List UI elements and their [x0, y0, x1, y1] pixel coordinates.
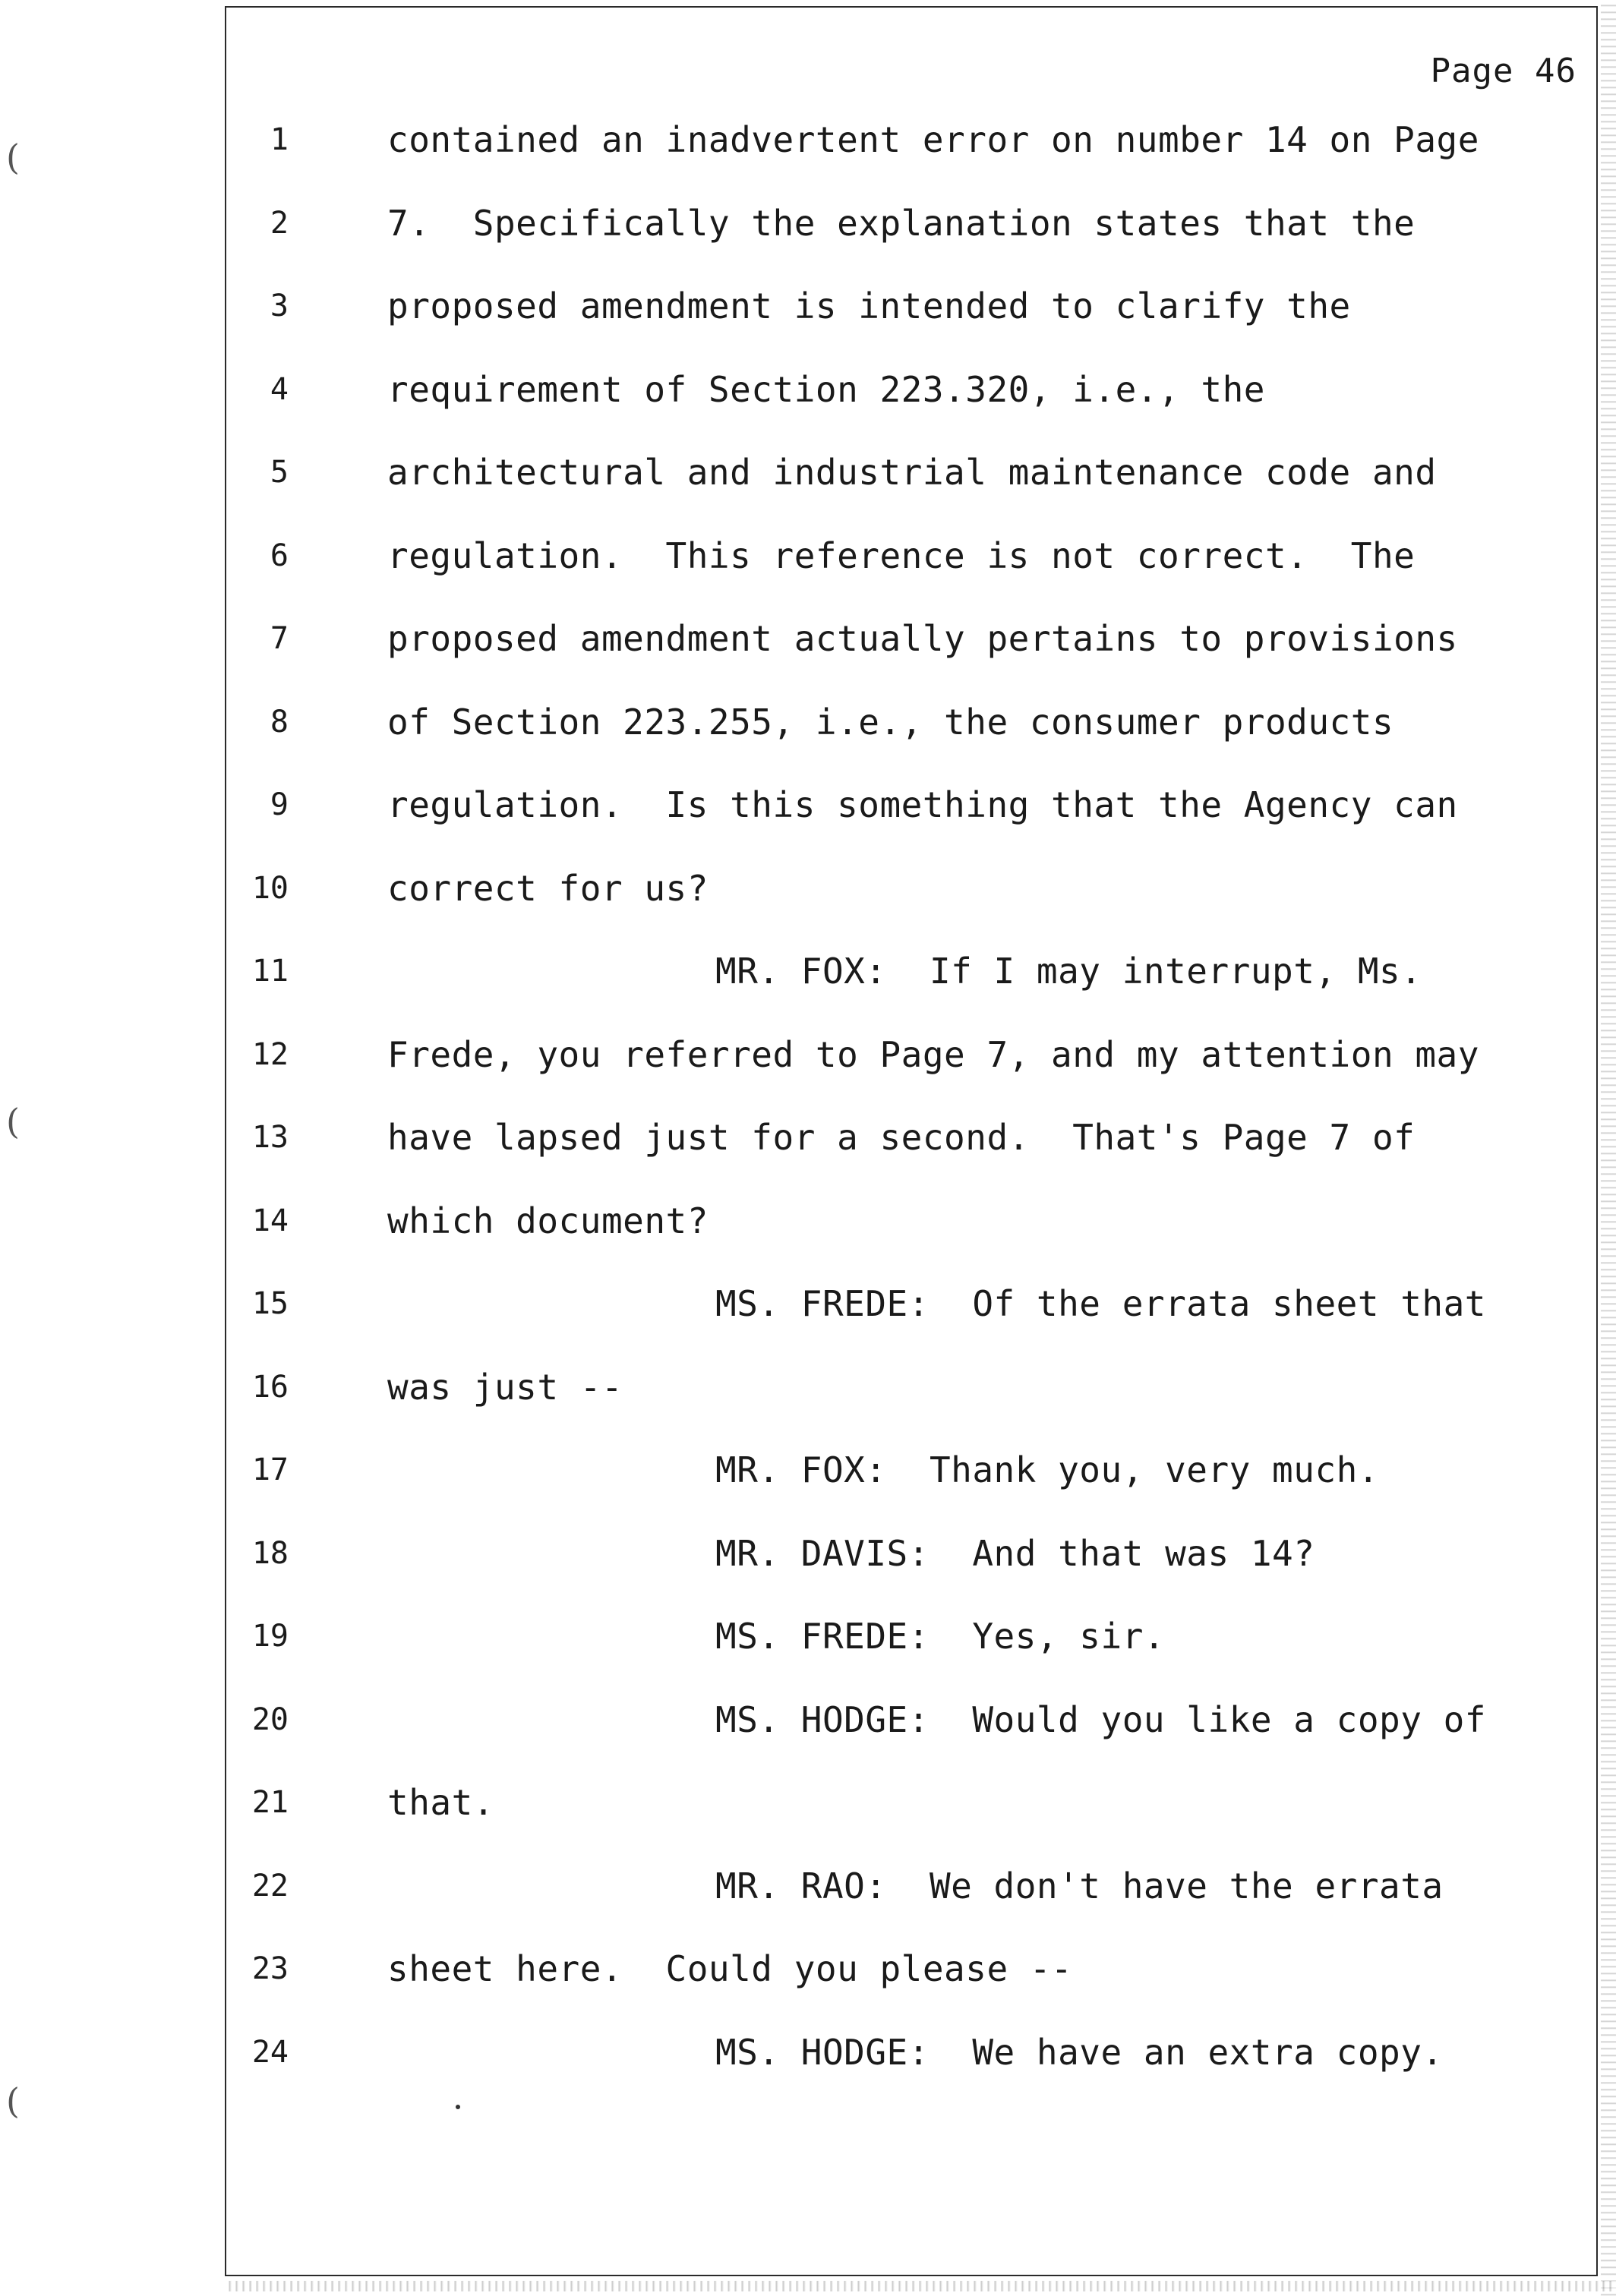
- transcript-line: [0, 1863, 1616, 1909]
- transcript-line: [0, 117, 1616, 162]
- speaker-line-text: MR. RAO: We don't have the errata: [715, 1866, 1444, 1906]
- line-number: 6: [270, 538, 289, 573]
- transcript-line: [0, 1115, 1616, 1160]
- line-text: proposed amendment actually pertains to provisions: [387, 618, 1458, 659]
- line-number: 5: [270, 455, 289, 490]
- line-number: 14: [251, 1203, 289, 1238]
- line-number: 24: [251, 2035, 289, 2070]
- line-text: requirement of Section 223.320, i.e., the: [387, 369, 1265, 410]
- transcript-line: [0, 1780, 1616, 1825]
- line-number: 1: [270, 122, 289, 157]
- transcript-line: [0, 1697, 1616, 1742]
- line-number: 23: [251, 1951, 289, 1986]
- line-number: 3: [270, 289, 289, 323]
- line-text: Frede, you referred to Page 7, and my attention may: [387, 1034, 1479, 1075]
- transcript-line: [0, 616, 1616, 661]
- scan-edge-bottom: [225, 2281, 1616, 2291]
- speaker-line-text: MS. HODGE: Would you like a copy of: [715, 1699, 1486, 1740]
- line-number: 4: [270, 372, 289, 407]
- speaker-line-text: MR. FOX: If I may interrupt, Ms.: [715, 951, 1422, 992]
- line-number: 17: [251, 1452, 289, 1487]
- transcript-line: [0, 449, 1616, 495]
- margin-mark: (: [6, 137, 20, 178]
- line-number: 21: [251, 1785, 289, 1820]
- line-text: correct for us?: [387, 868, 709, 909]
- line-text: architectural and industrial maintenance code and: [387, 452, 1437, 493]
- line-number: 13: [251, 1120, 289, 1155]
- speaker-line-text: MR. FOX: Thank you, very much.: [715, 1449, 1380, 1490]
- transcript-line: [0, 948, 1616, 994]
- stray-mark: [456, 2105, 460, 2109]
- line-text: of Section 223.255, i.e., the consumer products: [387, 702, 1394, 743]
- line-number: 20: [251, 1702, 289, 1737]
- transcript-line: [0, 782, 1616, 828]
- margin-mark: (: [6, 1101, 20, 1142]
- line-text: which document?: [387, 1200, 709, 1241]
- line-text: regulation. Is this something that the Agency can: [387, 784, 1458, 825]
- line-text: 7. Specifically the explanation states that the: [387, 203, 1416, 244]
- line-number: 18: [251, 1536, 289, 1571]
- line-text: contained an inadvertent error on number 14 on Page: [387, 119, 1479, 160]
- transcript-line: [0, 533, 1616, 579]
- transcript-line: [0, 283, 1616, 329]
- transcript-line: [0, 200, 1616, 246]
- transcript-line: [0, 1198, 1616, 1244]
- line-text: regulation. This reference is not correct. The: [387, 535, 1416, 576]
- page-number: Page 46: [1430, 52, 1577, 90]
- transcript-line: [0, 2030, 1616, 2075]
- transcript-line: [0, 1531, 1616, 1576]
- transcript-line: [0, 1281, 1616, 1326]
- line-number: 8: [270, 705, 289, 740]
- transcript-line: [0, 367, 1616, 412]
- transcript-line: [0, 1613, 1616, 1659]
- margin-mark: (: [6, 2080, 20, 2121]
- speaker-line-text: MR. DAVIS: And that was 14?: [715, 1533, 1315, 1574]
- speaker-line-text: MS. FREDE: Yes, sir.: [715, 1616, 1166, 1657]
- speaker-line-text: MS. FREDE: Of the errata sheet that: [715, 1283, 1486, 1324]
- speaker-line-text: MS. HODGE: We have an extra copy.: [715, 2032, 1444, 2073]
- transcript-line: [0, 1032, 1616, 1077]
- line-number: 16: [251, 1370, 289, 1405]
- transcript-line: [0, 699, 1616, 745]
- transcript-line: [0, 1946, 1616, 1992]
- line-number: 9: [270, 787, 289, 822]
- line-number: 10: [251, 871, 289, 906]
- transcript-line: [0, 866, 1616, 911]
- line-text: that.: [387, 1782, 494, 1823]
- line-text: sheet here. Could you please --: [387, 1948, 1073, 1989]
- line-text: have lapsed just for a second. That's Page 7 of: [387, 1117, 1416, 1158]
- transcript-line: [0, 1447, 1616, 1493]
- line-number: 7: [270, 621, 289, 656]
- line-number: 22: [251, 1869, 289, 1903]
- line-number: 15: [251, 1286, 289, 1321]
- line-number: 2: [270, 206, 289, 241]
- line-number: 12: [251, 1037, 289, 1072]
- transcript-line: [0, 1364, 1616, 1410]
- line-number: 11: [251, 954, 289, 989]
- line-text: was just --: [387, 1367, 623, 1408]
- line-number: 19: [251, 1619, 289, 1654]
- line-text: proposed amendment is intended to clarify the: [387, 285, 1351, 326]
